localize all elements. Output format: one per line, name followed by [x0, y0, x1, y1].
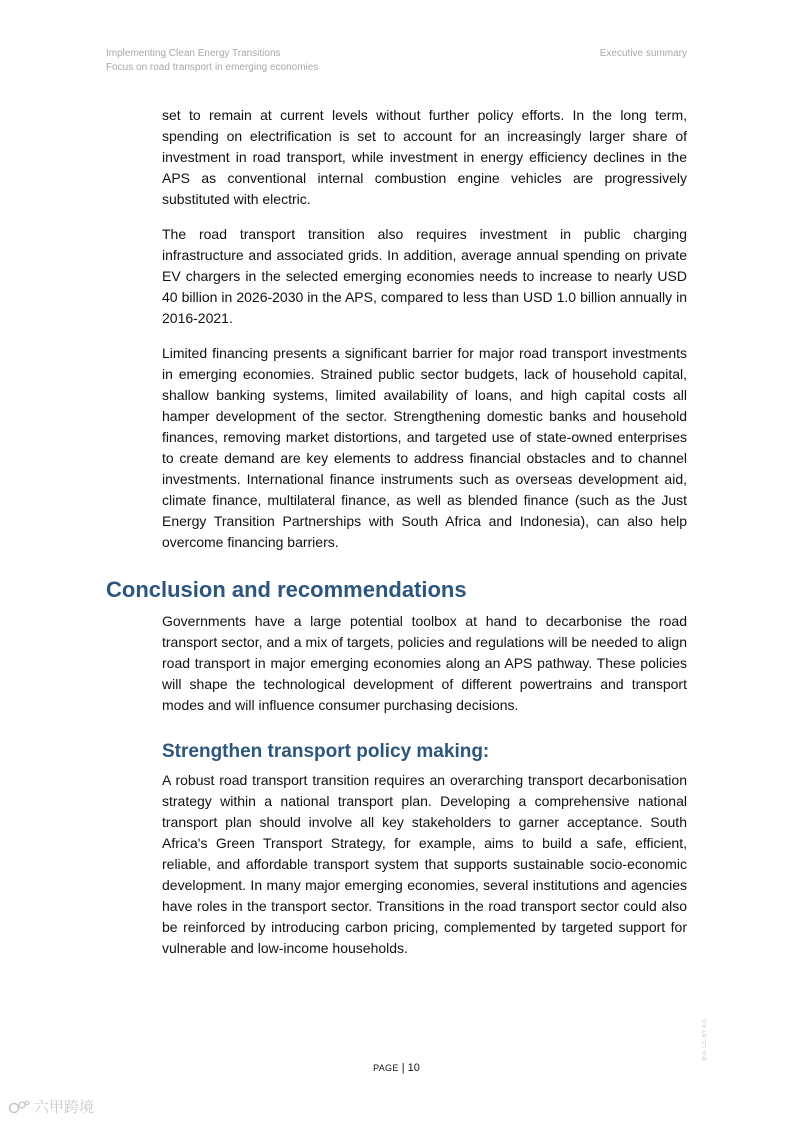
paragraph-limited-financing: Limited financing presents a significant barrier for major road transport investments in emerging economies. Strained public sector budgets, lack of household capital, shallow banking systems, limited availability of loans, and high capital costs all hamper development of the sector. Strengthening domestic banks and household finances, removing market distortions, and targeted use of state-owned enterprises to create demand are key elements to address financial obstacles and to channel investments. International finance instruments such as overseas development aid, climate finance, multilateral finance, as well as blended finance (such as the Just Energy Transition Partnerships with South Africa and Indonesia), can also help overcome financing barriers. [162, 345, 687, 550]
report-title: Implementing Clean Energy Transitions [106, 48, 281, 59]
running-header-left [106, 47, 318, 74]
watermark-text: 六甲跨境 [34, 1099, 95, 1116]
paragraph-governments-toolbox: Governments have a large potential toolbox at hand to decarbonise the road transport sector, and a mix of targets, policies and regulations will be needed to align road transport in major emerging economies along an APS pathway. These policies will shape the technological development of different powertrains and transport modes and will influence consumer purchasing decisions. [162, 613, 687, 713]
watermark-logo-icon [8, 1099, 30, 1115]
section-header: Executive summary [599, 48, 687, 59]
page-footer [0, 1062, 793, 1074]
paragraph-transport-strategy: A robust road transport transition requires an overarching transport decarbonisation strategy within a national transport plan. Developing a comprehensive national transport plan should involve all key stakeholders to garner acceptance. South Africa's Green Transport Strategy, for example, aims to build a safe, efficient, reliable, and affordable transport system that supports sustainable socio-economic development. In many major emerging economies, several institutions and agencies have roles in the transport sector. Transitions in the road transport sector could also be reinforced by introducing carbon pricing, complemented by targeted support for vulnerable and low-income households. [162, 772, 687, 956]
page-number: 10 [407, 1062, 420, 1074]
page-label: PAGE [373, 1063, 399, 1073]
report-subtitle: Focus on road transport in emerging economies [106, 61, 319, 73]
page-separator: | [401, 1062, 405, 1074]
subsection-heading-policy: Strengthen transport policy making: [162, 741, 490, 762]
paragraph-charging-infrastructure: The road transport transition also requires investment in public charging infrastructure and associated grids. In addition, average annual spending on private EV chargers in the selected emerging economies needs to increase to nearly USD 40 billion in 2026-2030 in the APS, compared to less than USD 1.0 billion annually in 2016-2021. [162, 226, 687, 326]
paragraph-spending-electrification: set to remain at current levels without further policy efforts. In the long term, spending on electrification is set to account for an increasingly larger share of investment in road transport, while investment in energy efficiency declines in the APS as conventional internal combustion engine vehicles are progressively substituted with electric. [162, 107, 687, 207]
license-note: IEA. CC BY 4.0. [702, 1018, 708, 1061]
section-heading-conclusion: Conclusion and recommendations [106, 577, 467, 602]
watermark [8, 1096, 94, 1117]
